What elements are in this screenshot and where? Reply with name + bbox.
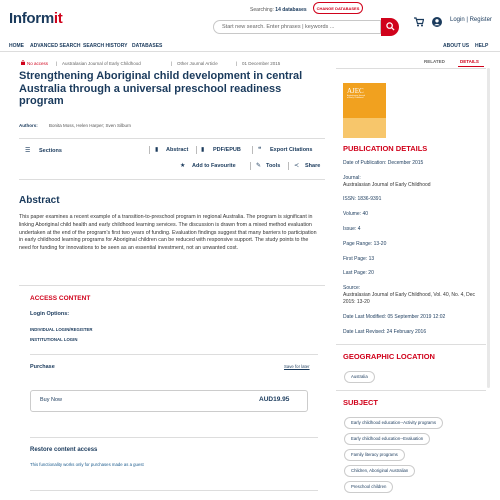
geographic-location-heading: GEOGRAPHIC LOCATION	[343, 352, 435, 361]
user-icon[interactable]	[432, 17, 442, 27]
searching-status	[250, 7, 307, 13]
date-of-publication: Date of Publication: December 2015	[343, 160, 424, 166]
searching-count: 14 databases	[275, 7, 307, 13]
nav-divider	[0, 51, 500, 52]
pdf-epub-button[interactable]: PDF/EPUB	[213, 147, 241, 153]
cart-icon[interactable]	[414, 17, 424, 27]
subject-tag[interactable]: Family literacy programs	[344, 449, 405, 461]
no-access-badge: No access	[27, 61, 49, 66]
journal-value	[343, 182, 431, 189]
save-for-later-link[interactable]: Save for later	[284, 364, 310, 369]
first-page: First Page: 13	[343, 256, 375, 262]
tools-button[interactable]: Tools	[266, 163, 281, 169]
panel-top-divider	[336, 68, 486, 69]
breadcrumb-journal[interactable]: Australasian Journal of Early Childhood	[62, 61, 141, 66]
last-page: Last Page: 20	[343, 270, 374, 276]
lock-icon	[21, 60, 25, 65]
nav-about-us[interactable]: ABOUT US	[443, 43, 470, 49]
nav-advanced-search[interactable]: ADVANCED SEARCH	[30, 43, 81, 49]
restore-access-heading: Restore content access	[30, 447, 98, 453]
toolbar-separator	[196, 146, 197, 154]
logo-accent-text: it	[53, 10, 63, 27]
panel-divider	[336, 390, 486, 391]
abstract-icon: ▮	[155, 147, 159, 153]
publication-details-heading: PUBLICATION DETAILS	[343, 144, 428, 153]
access-divider	[19, 285, 325, 286]
journal-name: Australasian Journal of Early Childhood	[343, 182, 431, 188]
searching-prefix: Searching:	[250, 7, 274, 13]
nav-help[interactable]: HELP	[475, 43, 489, 49]
journal-label: Journal:	[343, 175, 361, 181]
nav-search-history[interactable]: SEARCH HISTORY	[83, 43, 128, 49]
breadcrumb-date: 01 December 2015	[242, 61, 281, 66]
change-databases-button[interactable]: CHANGE DATABASES	[313, 2, 363, 14]
subject-tag[interactable]: Preschool children	[344, 481, 393, 493]
details-panel-scrollbar[interactable]	[487, 68, 490, 388]
bottom-divider	[30, 490, 318, 491]
subject-heading: SUBJECT	[343, 398, 379, 407]
toolbar-bottom-divider	[19, 179, 325, 180]
restore-divider	[30, 437, 318, 438]
source-label: Source:	[343, 285, 361, 291]
tab-details-underline	[458, 66, 484, 67]
search-input[interactable]: Start new search. Enter phrases | keywords ...	[213, 20, 381, 34]
issn: ISSN: 1836-9391	[343, 196, 382, 202]
toolbar-separator	[149, 146, 150, 154]
export-citations-button[interactable]: Export Citations	[270, 147, 313, 153]
wrench-icon: ✎	[256, 163, 262, 169]
crumb-separator: |	[171, 61, 173, 66]
restore-access-note: This functionality works only for purchases made as a guest	[30, 462, 144, 467]
cover-title: AJEC	[347, 87, 364, 95]
abstract-text: This paper examines a recent example of a transition-to-preschool program in regional Australia. The program is significant in linking Aboriginal child health and early childhood learning services. The discussion is drawn from a mixed method evaluation undertaken at the end of the program's first two years of funding. Evaluation findings suggest that many barriers to participation in early childhood learning programs for Aboriginal children can be reduced with responsive support. The study points to the need for funding for innovations to be seen as an essential investment, not an unwanted cost.	[19, 214, 317, 252]
share-icon: ≺	[294, 163, 300, 169]
tab-details[interactable]: DETAILS	[460, 59, 479, 64]
cover-subtitle: Australasian Journal of Early Childhood	[347, 95, 366, 100]
panel-divider	[336, 344, 486, 345]
toolbar-top-divider	[19, 138, 325, 139]
issue: Issue: 4	[343, 226, 361, 232]
crumb-separator: |	[56, 61, 58, 66]
article-title: Strengthening Aboriginal child development in central Australia through a universal preschool readiness program	[19, 70, 303, 107]
search-icon	[386, 22, 395, 31]
login-register-link[interactable]: Login | Register	[450, 17, 492, 23]
cover-photo-band	[343, 118, 386, 138]
sections-button[interactable]: Sections	[39, 148, 62, 154]
login-options-label: Login Options:	[30, 311, 70, 317]
toolbar-separator	[252, 146, 253, 154]
add-to-favourite-button[interactable]: Add to Favourite	[192, 163, 236, 169]
authors-label: Authors:	[19, 123, 38, 128]
share-button[interactable]: Share	[305, 163, 321, 169]
page-range: Page Range: 13-20	[343, 241, 387, 247]
abstract-button[interactable]: Abstract	[166, 147, 189, 153]
nav-home[interactable]: HOME	[9, 43, 24, 49]
toolbar-separator	[288, 162, 289, 170]
informit-logo[interactable]	[9, 10, 62, 27]
volume: Volume: 40	[343, 211, 369, 217]
subject-tag[interactable]: Early childhood education--Activity programs	[344, 417, 443, 429]
pdf-icon: ▮	[201, 147, 205, 153]
tab-related[interactable]: RELATED	[424, 59, 445, 64]
date-last-revised: Date Last Revised: 24 February 2016	[343, 329, 427, 335]
access-content-heading: ACCESS CONTENT	[30, 295, 91, 302]
toolbar-separator	[250, 162, 251, 170]
purchase-label: Purchase	[30, 364, 55, 370]
individual-login-link[interactable]: INDIVIDUAL LOGIN/REGISTER	[30, 327, 93, 332]
journal-cover-image	[343, 83, 386, 138]
subject-tag[interactable]: Early childhood education--Evaluation	[344, 433, 430, 445]
logo-text: Inform	[9, 10, 54, 27]
search-button[interactable]	[381, 18, 399, 36]
institutional-login-link[interactable]: INSTITUTIONAL LOGIN	[30, 337, 78, 342]
crumb-separator: |	[236, 61, 238, 66]
abstract-heading: Abstract	[19, 195, 60, 206]
quote-icon: ❝	[258, 147, 262, 153]
price-label: AUD19.95	[259, 396, 290, 403]
buy-now-label[interactable]: Buy Now	[40, 397, 63, 403]
star-icon: ★	[180, 163, 186, 169]
authors-list[interactable]: Bonita Moss, Helen Harper; Sven Silburn	[49, 123, 132, 128]
date-last-modified: Date Last Modified: 05 September 2019 12:02	[343, 314, 446, 320]
source-text: Australasian Journal of Early Childhood, Vol. 40, No. 4, Dec 2015: 13-20	[343, 292, 476, 305]
purchase-divider	[30, 354, 318, 355]
menu-icon: ☰	[25, 148, 31, 154]
breadcrumb-type: Other Journal Article	[177, 61, 218, 66]
source-value	[343, 292, 483, 306]
nav-databases[interactable]: DATABASES	[132, 43, 163, 49]
subject-tag[interactable]: Children, Aboriginal Australian	[344, 465, 415, 477]
geo-tag-australia[interactable]: Australia	[344, 371, 375, 383]
